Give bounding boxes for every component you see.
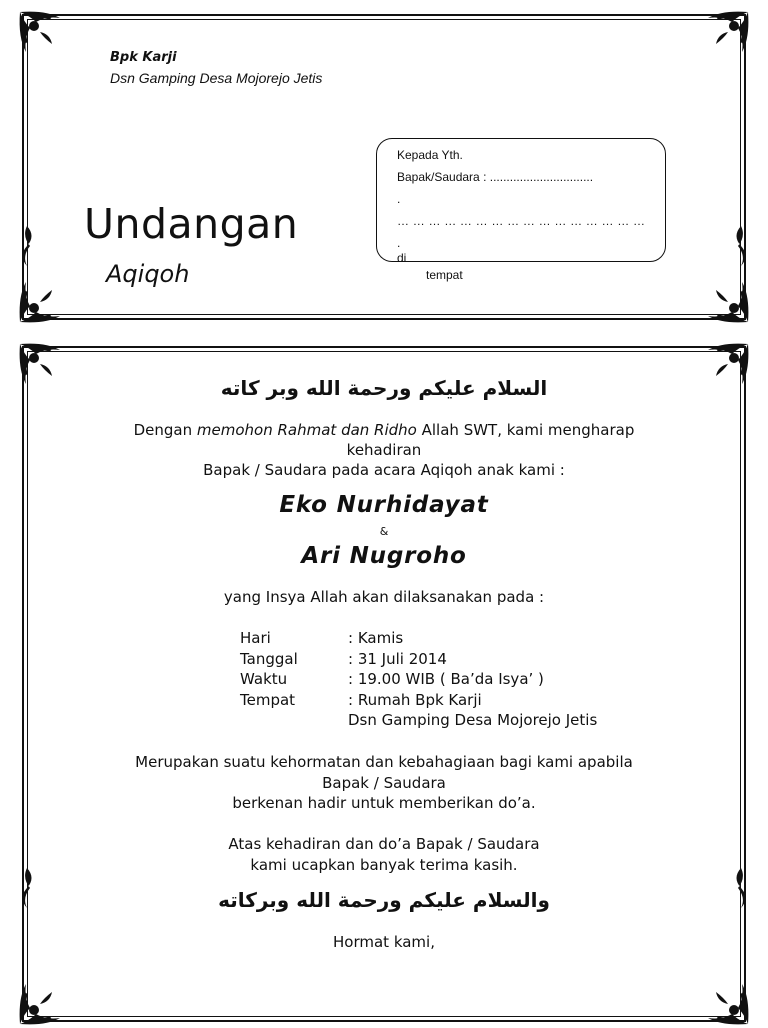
recipient-line: di: [397, 251, 407, 265]
invitation-title: Undangan: [84, 200, 299, 248]
detail-label: Tempat: [240, 690, 296, 709]
corner-ornament-icon: [694, 268, 752, 326]
closing-paragraph-2: [24, 834, 744, 875]
arabic-greeting-close: والسلام عليكم ورحمة الله وبركاته: [218, 888, 550, 912]
sender-address: Dsn Gamping Desa Mojorejo Jetis: [110, 70, 323, 86]
intro-line: kehadiran: [346, 441, 422, 459]
sign-off: Hormat kami,: [333, 933, 435, 951]
detail-row-waktu: [240, 669, 597, 690]
closing-line: berkenan hadir untuk memberikan do’a.: [232, 794, 536, 812]
schedule-intro: yang Insya Allah akan dilaksanakan pada :: [223, 588, 545, 606]
sender-name: Bpk Karji: [110, 50, 177, 65]
corner-ornament-icon: [694, 970, 752, 1028]
invitation-subtitle: Aqiqoh: [106, 260, 190, 288]
detail-label: Waktu: [240, 670, 288, 688]
child-name-1: Eko Nurhidayat: [279, 492, 489, 518]
detail-label: Hari: [240, 629, 271, 647]
detail-value: : 19.00 WIB ( Ba’da Isya’ ): [348, 670, 544, 688]
detail-label-empty: [240, 710, 348, 731]
closing-line: Merupakan suatu kehormatan dan kebahagiaan bagi kami apabila: [135, 753, 633, 771]
closing-line: Atas kehadiran dan do’a Bapak / Saudara: [228, 835, 540, 853]
envelope-card: [22, 14, 746, 320]
detail-value: Dsn Gamping Desa Mojorejo Jetis: [348, 711, 598, 729]
corner-ornament-icon: [694, 8, 752, 66]
closing-paragraph-1: [24, 752, 744, 814]
intro-text: Dengan: [133, 421, 197, 439]
recipient-line: … … … … … … … … … … … … … … … …: [397, 214, 646, 228]
closing-line: kami ucapkan banyak terima kasih.: [250, 855, 518, 874]
detail-row-tempat: [240, 690, 597, 711]
arabic-greeting-open: السلام عليكم ورحمة الله وبر كاته: [220, 376, 548, 400]
side-ornament-icon: [732, 226, 750, 266]
detail-value: : Kamis: [348, 629, 404, 647]
intro-paragraph: [24, 420, 744, 480]
recipient-line: Bapak/Saudara : ...............................: [397, 170, 594, 184]
child-name-2: Ari Nugroho: [301, 543, 467, 569]
corner-ornament-icon: [16, 8, 74, 66]
detail-value: : Rumah Bpk Karji: [348, 690, 482, 709]
intro-line: [24, 420, 744, 440]
intro-text: Allah SWT, kami mengharap: [416, 421, 635, 439]
detail-row-tanggal: [240, 649, 597, 670]
detail-label: Tanggal: [240, 649, 298, 668]
intro-line: Bapak / Saudara pada acara Aqiqoh anak kami :: [203, 461, 565, 479]
letter-card: [22, 346, 746, 1022]
corner-ornament-icon: [16, 970, 74, 1028]
recipient-address-box: [376, 138, 666, 265]
closing-line: Bapak / Saudara: [322, 773, 446, 792]
recipient-line: Kepada Yth.: [397, 148, 463, 162]
detail-value: : 31 Juli 2014: [348, 649, 447, 668]
detail-row-tempat-2: [240, 710, 597, 731]
event-details: [240, 628, 597, 731]
detail-row-hari: [240, 628, 597, 649]
recipient-tempat: tempat: [426, 268, 463, 282]
recipient-line: .: [397, 192, 401, 206]
recipient-line: .: [397, 236, 401, 250]
ampersand: &: [379, 525, 389, 538]
intro-italic-text: memohon Rahmat dan Ridho: [196, 421, 417, 439]
corner-ornament-icon: [16, 268, 74, 326]
side-ornament-icon: [18, 226, 36, 266]
